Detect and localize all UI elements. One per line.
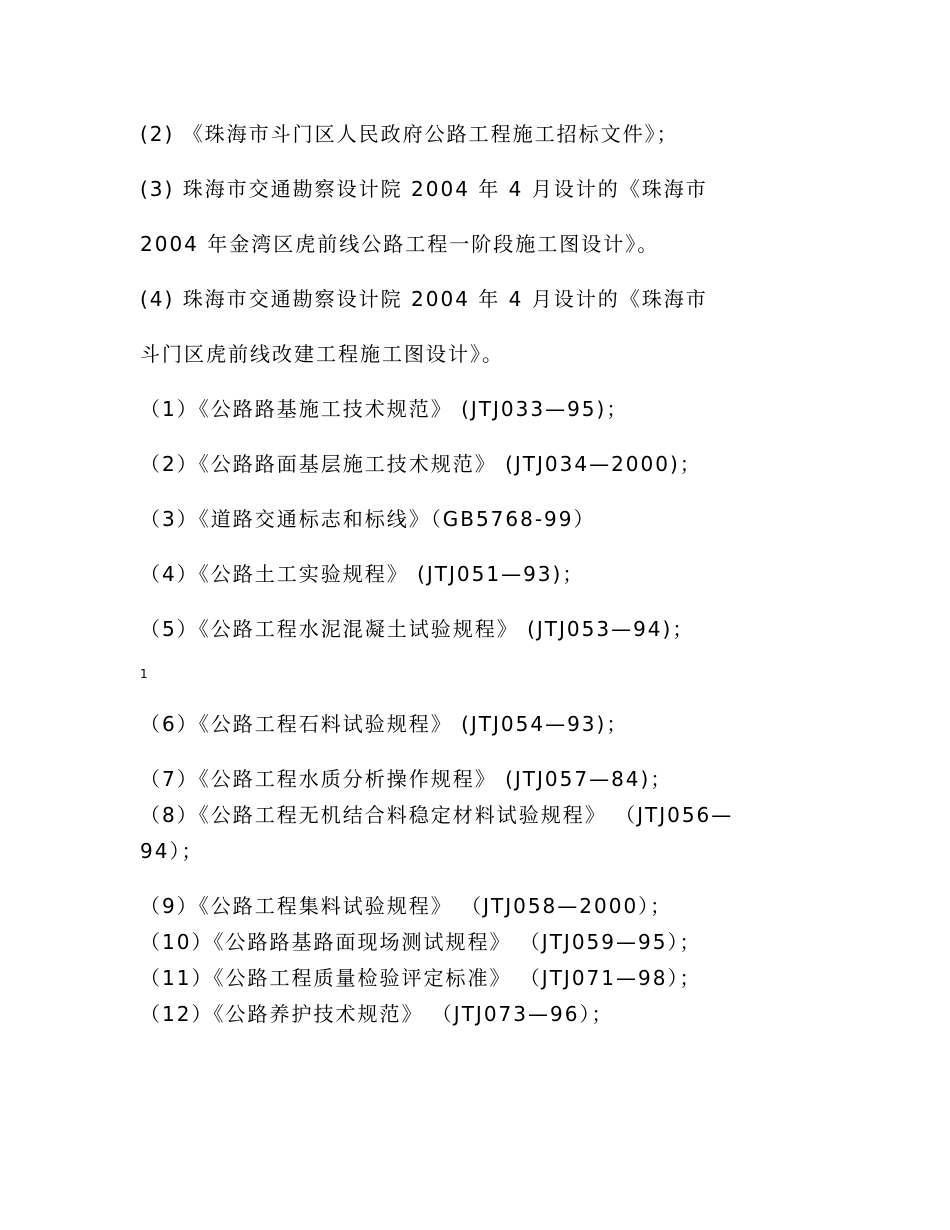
text-line: （5）《公路工程水泥混凝土试验规程》 (JTJ053—94)； — [140, 617, 695, 641]
text-line: （4）《公路土工实验规程》 (JTJ051—93)； — [140, 562, 585, 586]
text-line: （6）《公路工程石料试验规程》 (JTJ054—93)； — [140, 712, 629, 736]
text-line: （2）《公路路面基层施工技术规范》 (JTJ034—2000)； — [140, 452, 702, 476]
text-line: （12）《公路养护技术规范》 （JTJ073—96）； — [140, 1002, 614, 1026]
text-line: 2004 年金湾区虎前线公路工程一阶段施工图设计》。 — [140, 232, 660, 256]
text-line: （7）《公路工程水质分析操作规程》 (JTJ057—84)； — [140, 767, 673, 791]
text-line: （8）《公路工程无机结合料稳定材料试验规程》 （JTJ056— — [140, 803, 734, 827]
page-number: 1 — [140, 667, 148, 681]
text-line: (4) 珠海市交通勘察设计院 2004 年 4 月设计的《珠海市 — [140, 287, 708, 311]
text-line: （3）《道路交通标志和标线》（GB5768-99） — [140, 507, 596, 531]
text-line: （1）《公路路基施工技术规范》 (JTJ033—95)； — [140, 397, 629, 421]
text-line: 斗门区虎前线改建工程施工图设计》。 — [140, 342, 504, 366]
text-line: (2) 《珠海市斗门区人民政府公路工程施工招标文件》； — [140, 122, 679, 146]
text-line: （9）《公路工程集料试验规程》 （JTJ058—2000）； — [140, 894, 673, 918]
text-line: 94）； — [140, 839, 204, 863]
text-line: (3) 珠海市交通勘察设计院 2004 年 4 月设计的《珠海市 — [140, 177, 708, 201]
text-line: （11）《公路工程质量检验评定标准》 （JTJ071—98）； — [140, 966, 702, 990]
text-line: （10）《公路路基路面现场测试规程》 （JTJ059—95）； — [140, 930, 702, 954]
